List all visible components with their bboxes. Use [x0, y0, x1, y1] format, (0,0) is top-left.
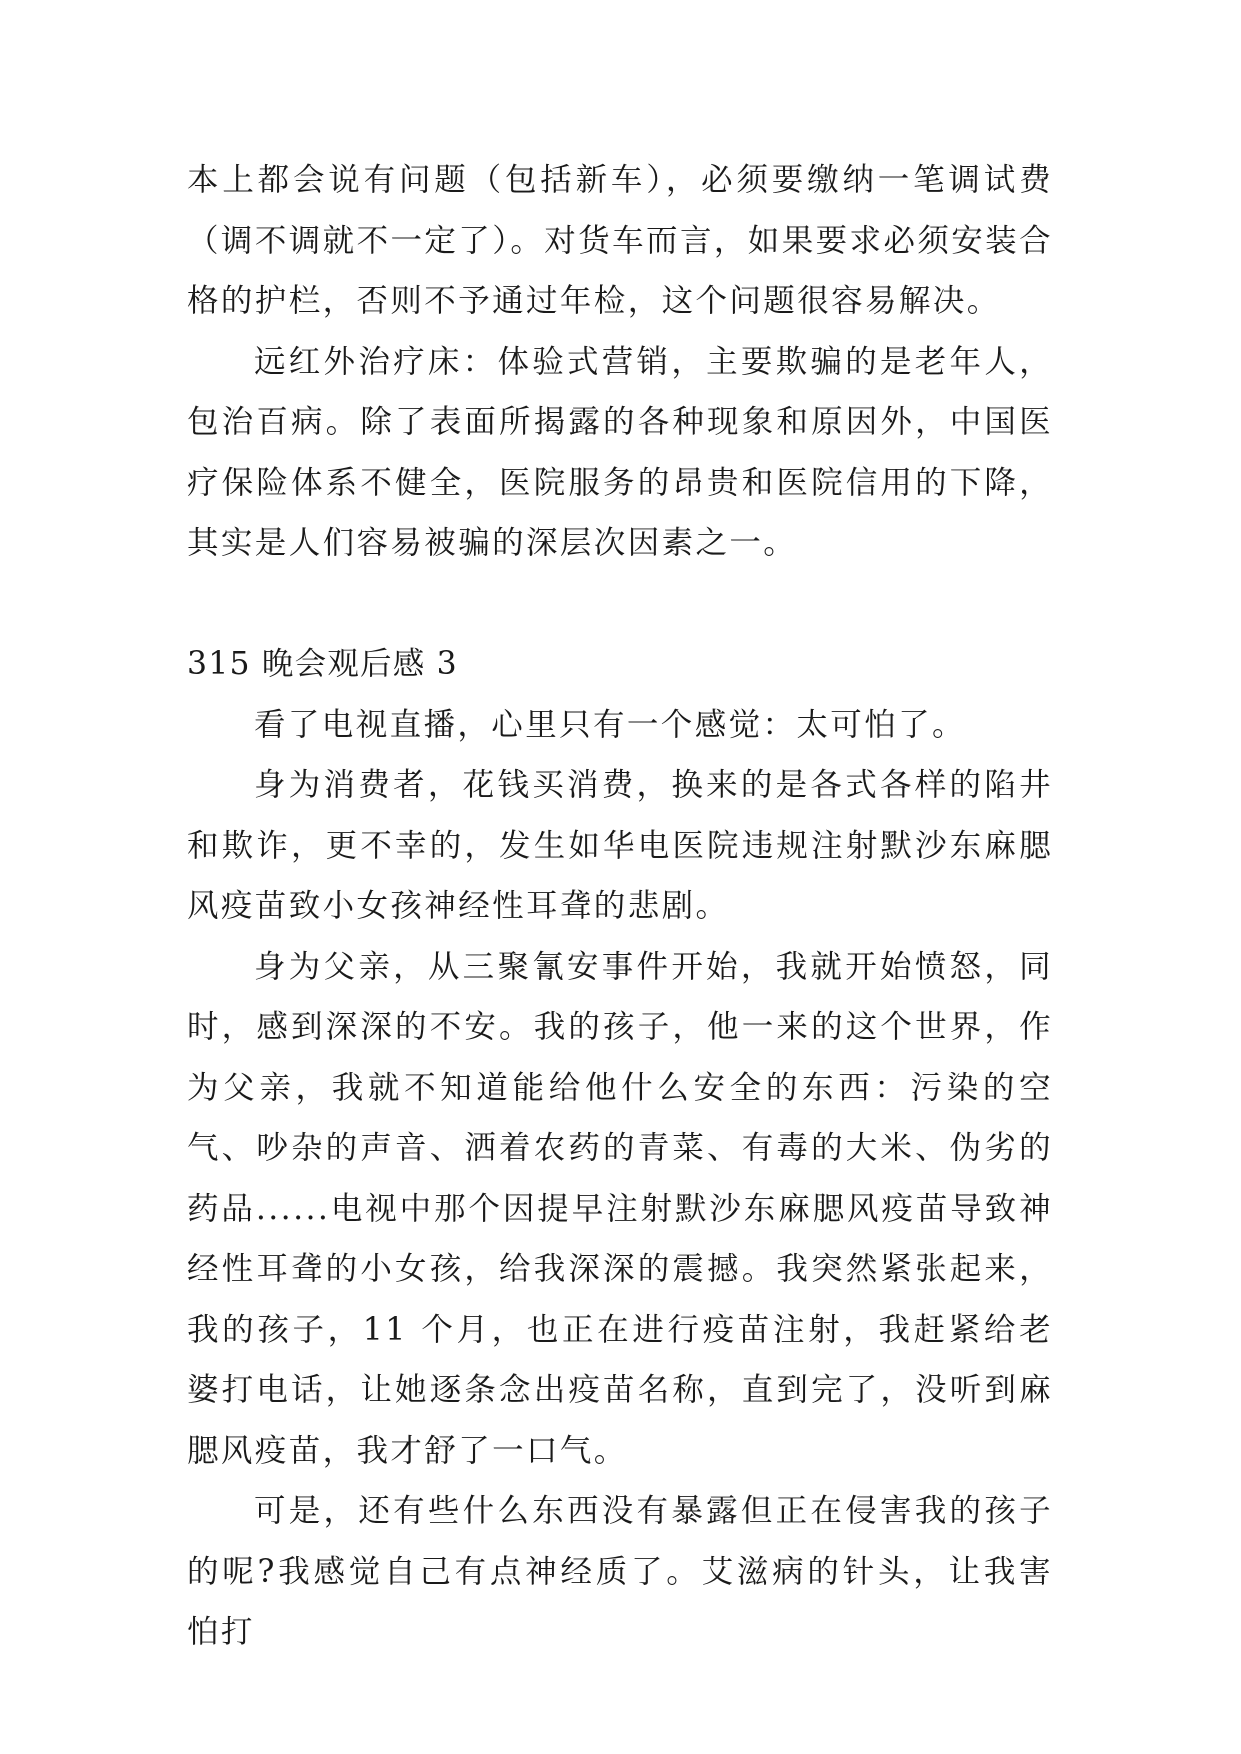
document-page [187, 150, 1053, 1663]
paragraph: 身为父亲，从三聚氰安事件开始，我就开始愤怒，同时，感到深深的不安。我的孩子，他一来的这个世界，作为父亲，我就不知道能给他什么安全的东西：污染的空气、吵杂的声音、洒着农药的青菜、有毒的大米、伪劣的药品......电视中那个因提早注射默沙东麻腮风疫苗导致神经性耳聋的小女孩，给我深深的震撼。我突然紧张起来，我的孩子，11 个月，也正在进行疫苗注射，我赶紧给老婆打电话，让她逐条念出疫苗名称，直到完了，没听到麻腮风疫苗，我才舒了一口气。 [187, 948, 1053, 1469]
paragraph: 身为消费者，花钱买消费，换来的是各式各样的陷井和欺诈，更不幸的，发生如华电医院违规注射默沙东麻腮风疫苗致小女孩神经性耳聋的悲剧。 [187, 767, 1053, 924]
paragraph: 本上都会说有问题（包括新车），必须要缴纳一笔调试费（调不调就不一定了）。对货车而言，如果要求必须安装合格的护栏，否则不予通过年检，这个问题很容易解决。 [187, 162, 1053, 319]
paragraph: 看了电视直播，心里只有一个感觉：太可怕了。 [254, 706, 966, 743]
section-heading: 315 晚会观后感 3 [187, 646, 458, 682]
paragraph: 远红外治疗床：体验式营销，主要欺骗的是老年人，包治百病。除了表面所揭露的各种现象和原因外，中国医疗保险体系不健全，医院服务的昂贵和医院信用的下降，其实是人们容易被骗的深层次因素之一。 [187, 343, 1053, 561]
paragraph: 可是，还有些什么东西没有暴露但正在侵害我的孩子的呢?我感觉自己有点神经质了。艾滋病的针头，让我害怕打 [187, 1493, 1053, 1650]
